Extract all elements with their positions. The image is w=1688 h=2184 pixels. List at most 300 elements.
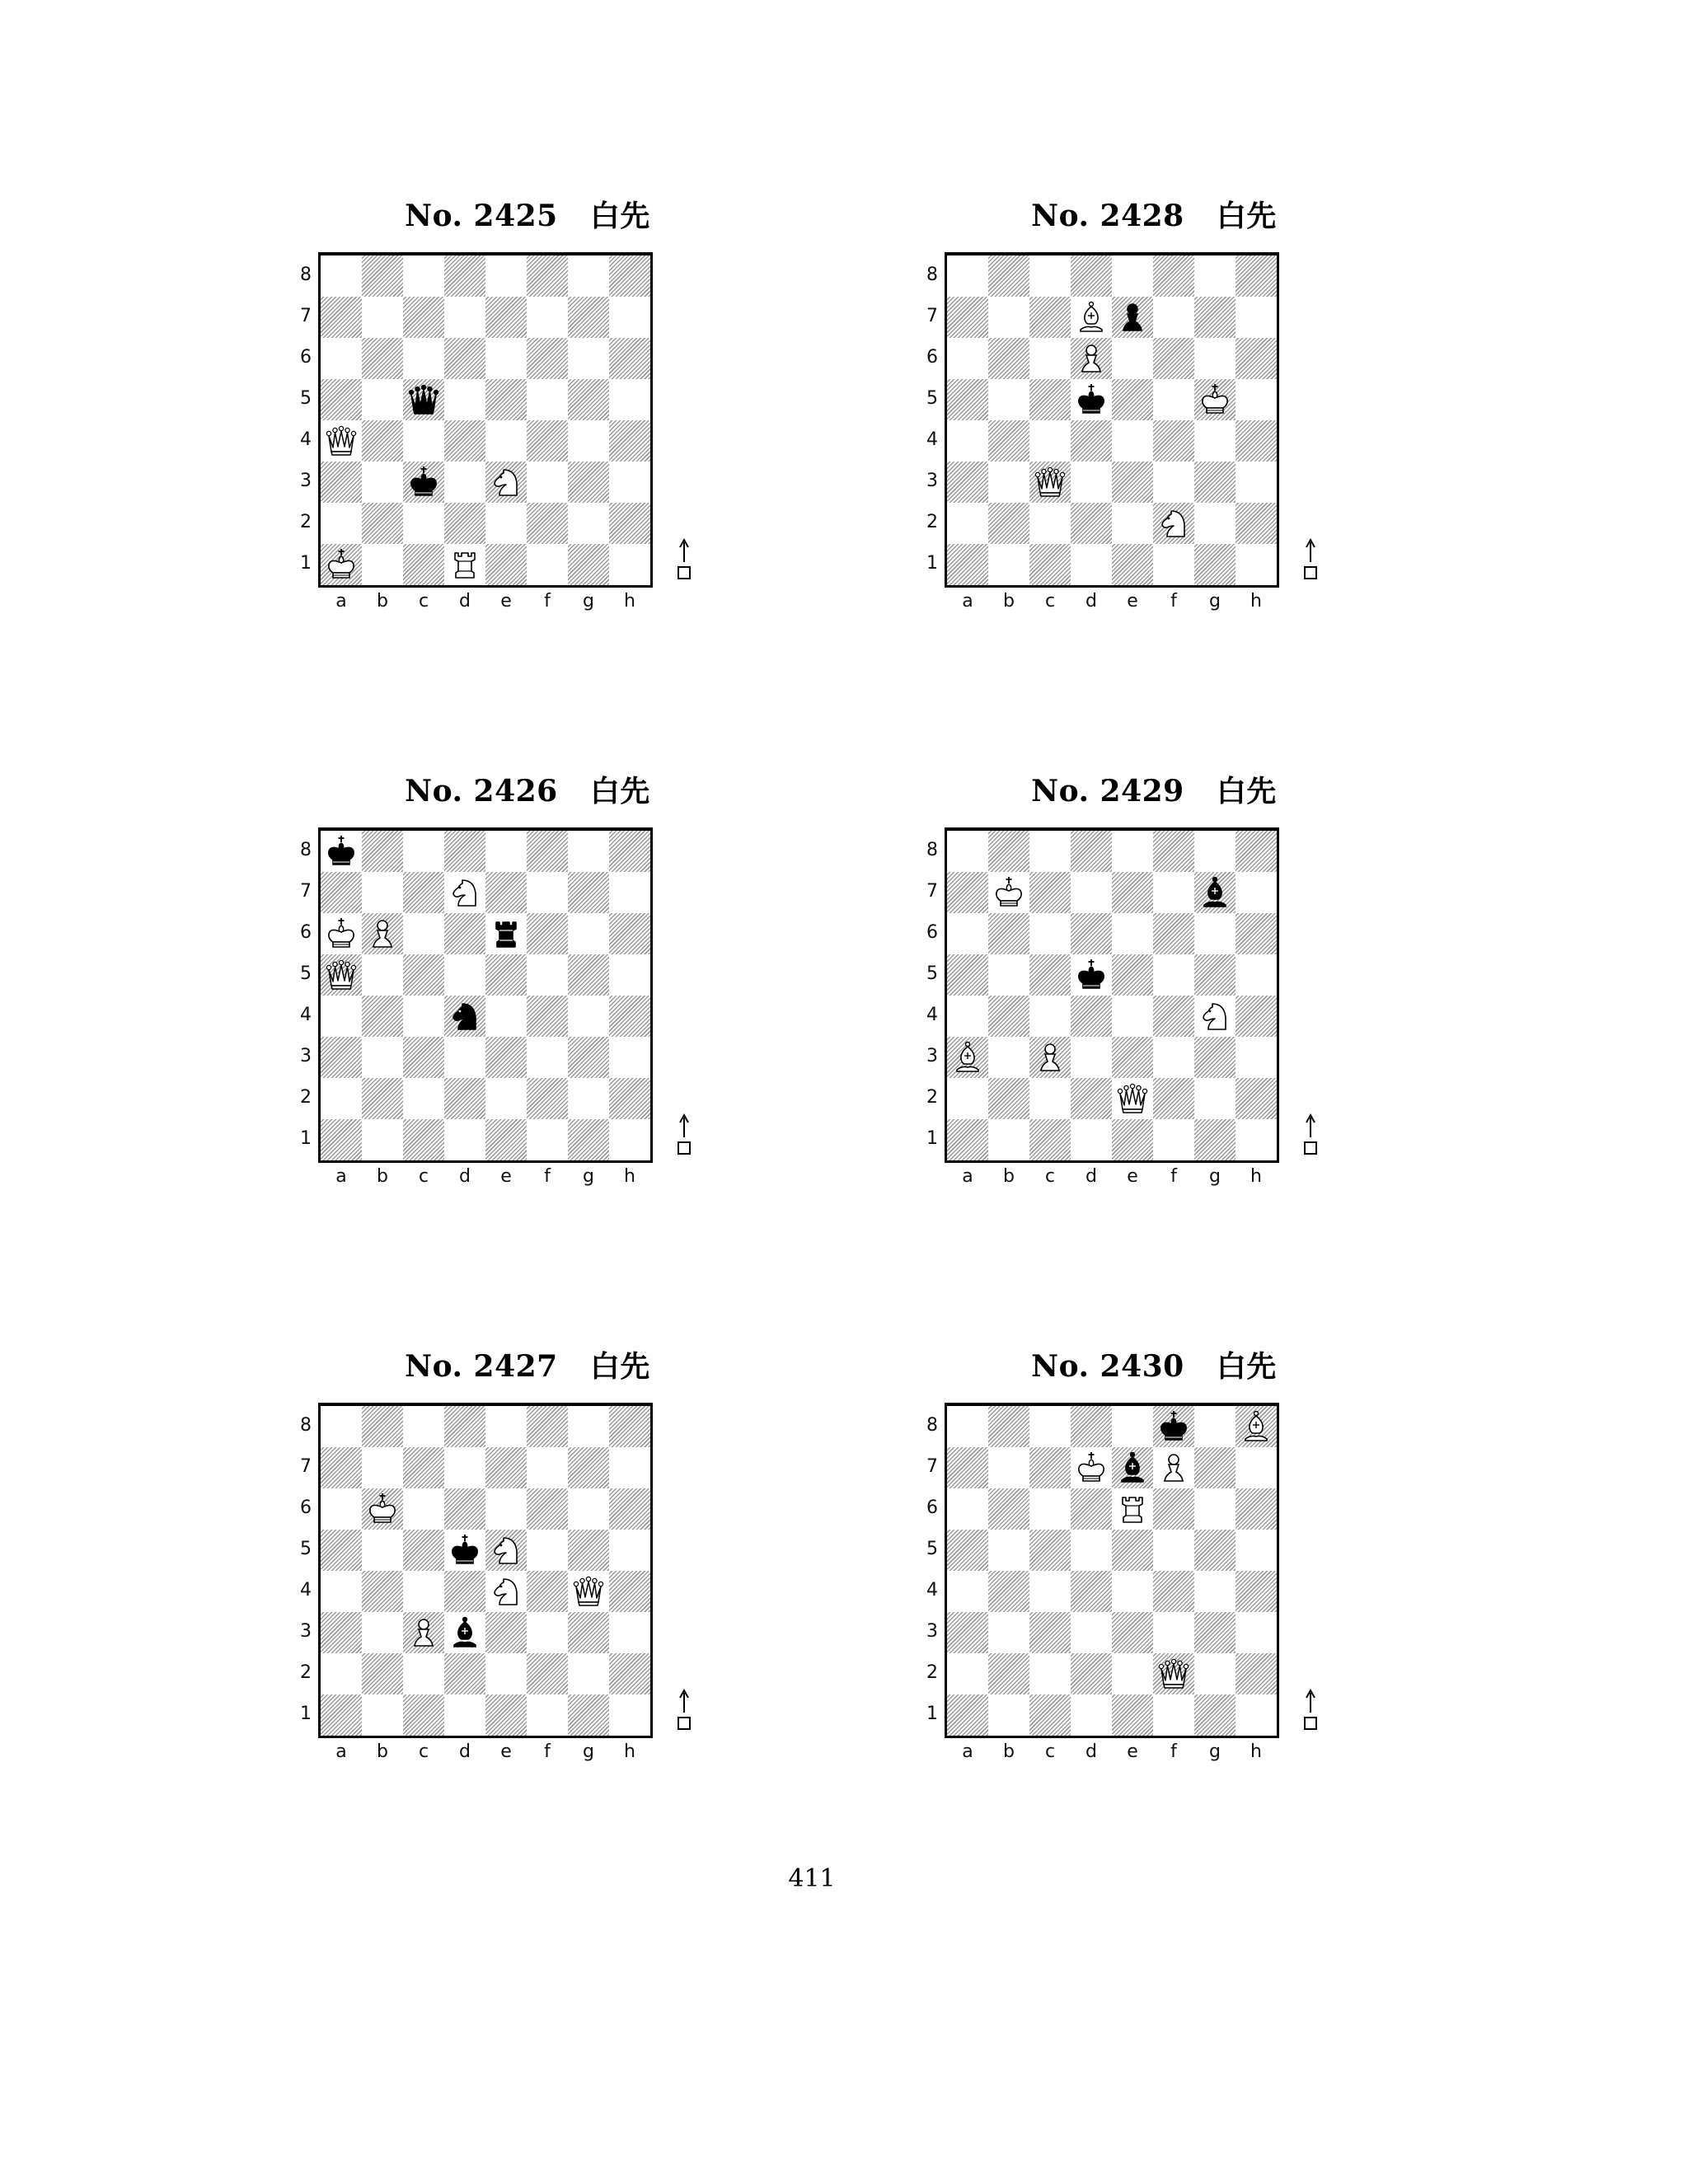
square-g6 <box>568 338 609 379</box>
square-h2 <box>1236 1653 1277 1694</box>
chess-board <box>945 252 1279 588</box>
square-f7 <box>527 1447 568 1488</box>
square-b4 <box>362 420 403 462</box>
file-label: d <box>459 591 471 612</box>
file-label: b <box>1003 591 1015 612</box>
square-h2 <box>1236 503 1277 544</box>
board-squares <box>947 255 1277 585</box>
file-label: c <box>1044 1741 1056 1762</box>
white-to-move-icon <box>674 1688 694 1731</box>
square-b2 <box>988 1078 1029 1119</box>
square-b4 <box>362 996 403 1037</box>
square-g1 <box>568 1694 609 1736</box>
square-f4 <box>527 996 568 1037</box>
square-b1 <box>988 1694 1029 1736</box>
square-a4 <box>321 996 362 1037</box>
rank-label: 1 <box>926 1128 938 1149</box>
square-b5 <box>362 954 403 996</box>
square-f3 <box>527 462 568 503</box>
square-d8 <box>444 1406 485 1447</box>
board-squares <box>947 831 1277 1160</box>
square-d7 <box>444 297 485 338</box>
square-b5 <box>988 1530 1029 1571</box>
square-a7 <box>321 1447 362 1488</box>
square-e8 <box>485 831 527 872</box>
file-label: a <box>335 1166 347 1187</box>
square-c2 <box>403 1653 444 1694</box>
square-a7 <box>947 1447 988 1488</box>
rank-label: 1 <box>300 553 312 574</box>
rank-label: 4 <box>926 429 938 450</box>
file-label: b <box>1003 1166 1015 1187</box>
square-c3 <box>1029 1612 1071 1653</box>
square-c4 <box>403 1571 444 1612</box>
white-pawn-icon <box>362 913 403 954</box>
square-a2 <box>947 503 988 544</box>
square-g6 <box>1194 913 1236 954</box>
square-e2 <box>485 1078 527 1119</box>
square-g8 <box>568 1406 609 1447</box>
file-label: e <box>1127 591 1138 612</box>
square-h1 <box>609 1119 650 1160</box>
rank-label: 3 <box>926 1621 938 1642</box>
black-pawn-icon <box>1112 297 1153 338</box>
file-label: h <box>624 591 635 612</box>
square-g4 <box>568 996 609 1037</box>
square-a5 <box>947 954 988 996</box>
square-e8 <box>1112 1406 1153 1447</box>
square-f3 <box>527 1037 568 1078</box>
square-a6 <box>321 1488 362 1530</box>
square-f3 <box>527 1612 568 1653</box>
square-c8 <box>1029 1406 1071 1447</box>
file-label: d <box>1085 1166 1097 1187</box>
square-d4 <box>1071 420 1112 462</box>
square-e5 <box>485 954 527 996</box>
rank-label: 5 <box>300 388 312 409</box>
white-pawn-icon <box>1029 1037 1071 1078</box>
rank-label: 4 <box>300 1005 312 1025</box>
square-c1 <box>403 1694 444 1736</box>
square-c6 <box>403 338 444 379</box>
square-g7 <box>568 872 609 913</box>
white-knight-icon <box>485 462 527 503</box>
file-label: e <box>500 1741 512 1762</box>
white-pawn-icon <box>1071 338 1112 379</box>
chess-board <box>945 1403 1279 1738</box>
file-label: b <box>377 1166 388 1187</box>
puzzle-2429 <box>926 766 1368 1228</box>
square-c2 <box>1029 1653 1071 1694</box>
rank-label: 5 <box>926 963 938 984</box>
square-d2 <box>444 1653 485 1694</box>
square-e5 <box>485 379 527 420</box>
square-e6 <box>1112 913 1153 954</box>
square-g4 <box>1194 1571 1236 1612</box>
rank-label: 2 <box>300 512 312 532</box>
black-king-icon <box>403 462 444 503</box>
rank-label: 3 <box>926 471 938 491</box>
rank-label: 8 <box>300 840 312 860</box>
square-b8 <box>988 255 1029 297</box>
file-label: f <box>544 591 551 612</box>
white-pawn-icon <box>1153 1447 1194 1488</box>
square-h8 <box>609 255 650 297</box>
square-c6 <box>403 913 444 954</box>
square-e2 <box>1112 503 1153 544</box>
square-g8 <box>1194 831 1236 872</box>
square-d6 <box>444 1488 485 1530</box>
file-label: g <box>1209 591 1221 612</box>
square-d6 <box>1071 913 1112 954</box>
square-g3 <box>568 462 609 503</box>
square-c2 <box>1029 503 1071 544</box>
rank-label: 2 <box>300 1087 312 1108</box>
file-label: h <box>624 1166 635 1187</box>
square-a8 <box>947 255 988 297</box>
square-b8 <box>988 831 1029 872</box>
white-rook-icon <box>444 544 485 585</box>
square-h8 <box>609 1406 650 1447</box>
square-h2 <box>609 1653 650 1694</box>
square-d1 <box>1071 1694 1112 1736</box>
white-bishop-icon <box>1236 1406 1277 1447</box>
rank-label: 8 <box>926 265 938 285</box>
rank-label: 4 <box>300 429 312 450</box>
square-d2 <box>444 1078 485 1119</box>
puzzle-2426 <box>300 766 742 1228</box>
square-g5 <box>568 954 609 996</box>
square-e3 <box>1112 1612 1153 1653</box>
square-a4 <box>947 420 988 462</box>
square-g3 <box>1194 1612 1236 1653</box>
square-e5 <box>1112 954 1153 996</box>
square-a1 <box>947 1119 988 1160</box>
white-king-icon <box>1194 379 1236 420</box>
white-king-icon <box>321 544 362 585</box>
white-rook-icon <box>1112 1488 1153 1530</box>
square-a6 <box>321 338 362 379</box>
square-f3 <box>1153 1612 1194 1653</box>
square-d8 <box>444 255 485 297</box>
square-a7 <box>947 297 988 338</box>
file-label: f <box>544 1166 551 1187</box>
square-b1 <box>362 544 403 585</box>
file-label: d <box>1085 1741 1097 1762</box>
file-label: h <box>1250 591 1262 612</box>
rank-label: 1 <box>300 1128 312 1149</box>
square-b3 <box>362 1612 403 1653</box>
rank-label: 5 <box>926 1539 938 1559</box>
square-f4 <box>527 1571 568 1612</box>
square-c5 <box>1029 954 1071 996</box>
square-e3 <box>485 1037 527 1078</box>
white-king-icon <box>362 1488 403 1530</box>
square-g8 <box>1194 255 1236 297</box>
square-h7 <box>1236 872 1277 913</box>
square-f7 <box>527 872 568 913</box>
square-f6 <box>1153 338 1194 379</box>
square-h3 <box>1236 462 1277 503</box>
square-c2 <box>1029 1078 1071 1119</box>
square-g2 <box>1194 1653 1236 1694</box>
square-h8 <box>609 831 650 872</box>
square-h7 <box>1236 1447 1277 1488</box>
file-label: a <box>335 591 347 612</box>
square-e6 <box>485 1488 527 1530</box>
square-f5 <box>1153 1530 1194 1571</box>
square-b8 <box>362 255 403 297</box>
file-label: c <box>418 591 429 612</box>
square-h1 <box>609 544 650 585</box>
square-d4 <box>1071 1571 1112 1612</box>
square-c8 <box>1029 255 1071 297</box>
square-d2 <box>1071 1078 1112 1119</box>
square-a5 <box>947 1530 988 1571</box>
square-h6 <box>609 913 650 954</box>
square-a3 <box>321 1037 362 1078</box>
square-d1 <box>444 1119 485 1160</box>
rank-label: 2 <box>926 512 938 532</box>
square-h6 <box>1236 1488 1277 1530</box>
white-knight-icon <box>1194 996 1236 1037</box>
square-e8 <box>1112 255 1153 297</box>
square-b2 <box>362 503 403 544</box>
black-rook-icon <box>485 913 527 954</box>
square-c7 <box>1029 872 1071 913</box>
white-queen-icon <box>568 1571 609 1612</box>
square-f3 <box>1153 462 1194 503</box>
square-c8 <box>403 1406 444 1447</box>
square-h8 <box>1236 255 1277 297</box>
square-e8 <box>485 1406 527 1447</box>
rank-label: 5 <box>300 963 312 984</box>
square-f1 <box>527 544 568 585</box>
square-h2 <box>1236 1078 1277 1119</box>
square-a1 <box>947 1694 988 1736</box>
rank-label: 8 <box>300 1415 312 1436</box>
square-h5 <box>609 379 650 420</box>
square-d4 <box>1071 996 1112 1037</box>
square-a4 <box>321 1571 362 1612</box>
white-queen-icon <box>1153 1653 1194 1694</box>
square-h7 <box>609 297 650 338</box>
square-d4 <box>444 1571 485 1612</box>
square-d5 <box>444 379 485 420</box>
black-king-icon <box>444 1530 485 1571</box>
square-f1 <box>527 1694 568 1736</box>
square-e1 <box>485 1694 527 1736</box>
square-a2 <box>321 503 362 544</box>
square-f6 <box>527 1488 568 1530</box>
square-g4 <box>568 420 609 462</box>
puzzle-title: No. 2428 白先 <box>1031 199 1277 233</box>
square-h5 <box>1236 1530 1277 1571</box>
file-label: c <box>418 1741 429 1762</box>
square-a7 <box>947 872 988 913</box>
puzzle-2427 <box>300 1342 742 1803</box>
square-g8 <box>568 255 609 297</box>
white-to-move-icon <box>1301 1688 1320 1731</box>
square-c7 <box>403 297 444 338</box>
square-b6 <box>988 338 1029 379</box>
square-f7 <box>1153 297 1194 338</box>
square-g7 <box>1194 297 1236 338</box>
square-b8 <box>362 831 403 872</box>
square-f8 <box>527 1406 568 1447</box>
rank-label: 7 <box>926 881 938 902</box>
rank-label: 2 <box>926 1087 938 1108</box>
square-d2 <box>444 503 485 544</box>
square-e7 <box>485 297 527 338</box>
square-f8 <box>1153 831 1194 872</box>
board-squares <box>321 831 650 1160</box>
square-d1 <box>1071 1119 1112 1160</box>
square-a8 <box>321 255 362 297</box>
rank-label: 3 <box>300 471 312 491</box>
square-a1 <box>321 1119 362 1160</box>
rank-label: 7 <box>926 1456 938 1477</box>
white-queen-icon <box>321 954 362 996</box>
file-label: a <box>335 1741 347 1762</box>
chess-board <box>318 1403 653 1738</box>
square-b1 <box>362 1694 403 1736</box>
square-e4 <box>1112 996 1153 1037</box>
square-e2 <box>485 1653 527 1694</box>
square-f1 <box>1153 544 1194 585</box>
square-c8 <box>1029 831 1071 872</box>
square-d2 <box>1071 503 1112 544</box>
rank-label: 6 <box>300 922 312 943</box>
square-h2 <box>609 1078 650 1119</box>
square-b1 <box>362 1119 403 1160</box>
square-b2 <box>988 503 1029 544</box>
square-g3 <box>1194 462 1236 503</box>
square-g8 <box>1194 1406 1236 1447</box>
square-g3 <box>568 1037 609 1078</box>
board-squares <box>321 255 650 585</box>
square-d1 <box>1071 544 1112 585</box>
square-h1 <box>1236 1119 1277 1160</box>
square-a3 <box>947 1612 988 1653</box>
file-label: e <box>1127 1166 1138 1187</box>
black-king-icon <box>1071 379 1112 420</box>
file-label: f <box>1170 1166 1177 1187</box>
rank-label: 5 <box>926 388 938 409</box>
square-d3 <box>1071 1037 1112 1078</box>
square-b6 <box>988 913 1029 954</box>
file-label: g <box>583 1741 594 1762</box>
square-f1 <box>1153 1119 1194 1160</box>
square-h5 <box>1236 379 1277 420</box>
file-label: b <box>377 591 388 612</box>
square-b2 <box>988 1653 1029 1694</box>
page-number: 411 <box>788 1864 836 1893</box>
square-f5 <box>1153 379 1194 420</box>
square-b5 <box>988 379 1029 420</box>
square-d8 <box>1071 1406 1112 1447</box>
square-e8 <box>1112 831 1153 872</box>
file-label: a <box>962 1166 973 1187</box>
square-b3 <box>988 1037 1029 1078</box>
square-d5 <box>444 954 485 996</box>
square-g1 <box>1194 1694 1236 1736</box>
square-c5 <box>403 1530 444 1571</box>
file-label: c <box>1044 1166 1056 1187</box>
square-a3 <box>321 462 362 503</box>
square-h7 <box>1236 297 1277 338</box>
square-b7 <box>362 872 403 913</box>
file-label: h <box>624 1741 635 1762</box>
square-a7 <box>321 872 362 913</box>
square-c6 <box>1029 913 1071 954</box>
puzzle-2428 <box>926 191 1368 653</box>
white-king-icon <box>321 913 362 954</box>
square-e1 <box>485 1119 527 1160</box>
square-g5 <box>1194 954 1236 996</box>
square-h4 <box>609 1571 650 1612</box>
rank-label: 7 <box>300 1456 312 1477</box>
square-h3 <box>609 1612 650 1653</box>
square-d3 <box>444 462 485 503</box>
square-g4 <box>1194 420 1236 462</box>
square-c4 <box>403 996 444 1037</box>
square-f4 <box>1153 420 1194 462</box>
square-f5 <box>527 379 568 420</box>
white-king-icon <box>988 872 1029 913</box>
black-bishop-icon <box>1112 1447 1153 1488</box>
square-h8 <box>1236 831 1277 872</box>
black-bishop-icon <box>1194 872 1236 913</box>
square-a2 <box>321 1078 362 1119</box>
square-a6 <box>947 1488 988 1530</box>
file-label: f <box>544 1741 551 1762</box>
square-d8 <box>1071 255 1112 297</box>
square-b6 <box>988 1488 1029 1530</box>
square-g1 <box>1194 544 1236 585</box>
puzzle-2430 <box>926 1342 1368 1803</box>
square-a2 <box>947 1653 988 1694</box>
square-d5 <box>1071 1530 1112 1571</box>
square-h3 <box>609 462 650 503</box>
black-bishop-icon <box>444 1612 485 1653</box>
square-c2 <box>403 1078 444 1119</box>
square-e1 <box>1112 1119 1153 1160</box>
white-queen-icon <box>1112 1078 1153 1119</box>
rank-label: 1 <box>300 1704 312 1724</box>
square-c6 <box>403 1488 444 1530</box>
square-f1 <box>1153 1694 1194 1736</box>
square-g1 <box>568 544 609 585</box>
white-bishop-icon <box>1071 297 1112 338</box>
rank-label: 8 <box>926 840 938 860</box>
square-h4 <box>1236 420 1277 462</box>
puzzle-title: No. 2429 白先 <box>1031 774 1277 808</box>
square-e6 <box>1112 338 1153 379</box>
square-e2 <box>1112 1653 1153 1694</box>
white-knight-icon <box>444 872 485 913</box>
square-a1 <box>947 544 988 585</box>
file-label: e <box>500 1166 512 1187</box>
square-g7 <box>568 1447 609 1488</box>
square-e1 <box>485 544 527 585</box>
square-e3 <box>485 1612 527 1653</box>
rank-label: 3 <box>926 1046 938 1066</box>
square-e2 <box>485 503 527 544</box>
file-label: f <box>1170 591 1177 612</box>
file-label: h <box>1250 1741 1262 1762</box>
square-d3 <box>1071 1612 1112 1653</box>
